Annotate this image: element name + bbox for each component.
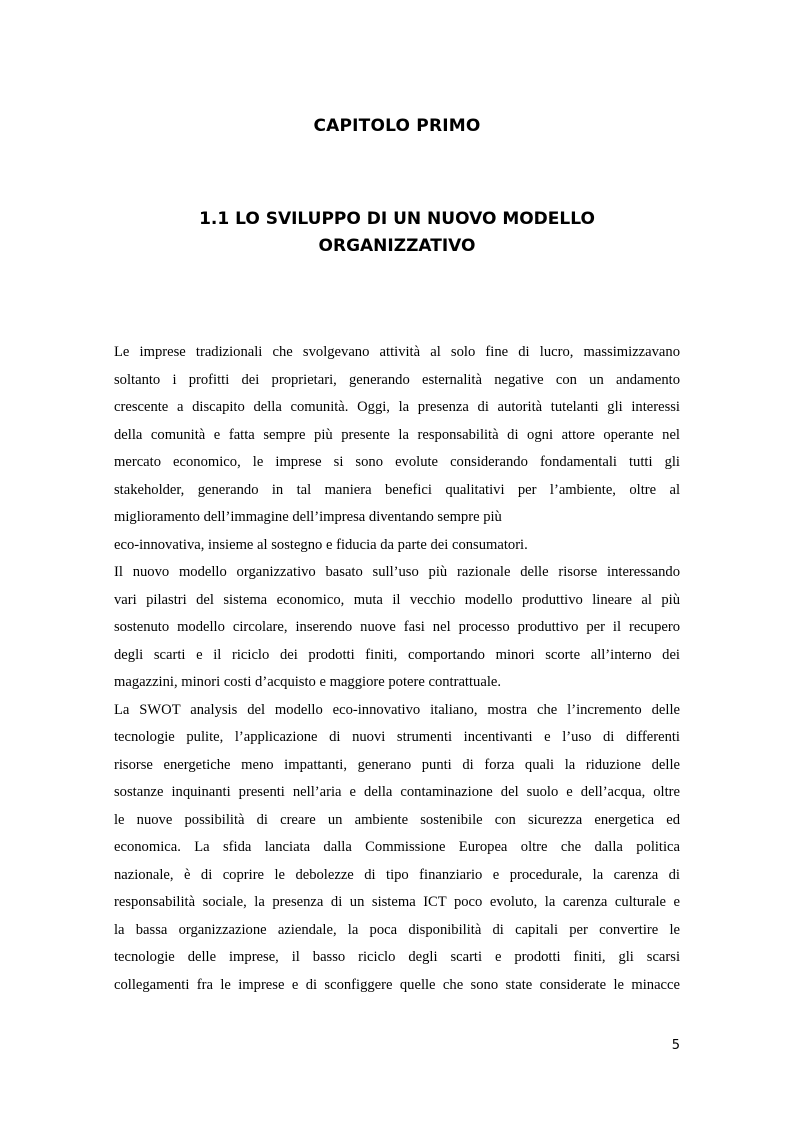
section-title-line: 1.1 LO SVILUPPO DI UN NUOVO MODELLO — [199, 209, 595, 229]
text-line: responsabilità sociale, la presenza di un sistema ICT poco evoluto, la carenza culturale e — [114, 894, 680, 910]
text-line: degli scarti e il riciclo dei prodotti finiti, comportando minori scorte all’interno dei — [114, 646, 680, 663]
text-line: tecnologie delle imprese, il basso riciclo degli scarti e prodotti finiti, gli scarsi — [114, 949, 680, 965]
text-line: tecnologie pulite, l’applicazione di nuovi strumenti incentivanti e l’uso di differenti — [114, 729, 680, 745]
text-line: sostenuto modello circolare, inserendo nuove fasi nel processo produttivo per il recupero — [114, 619, 680, 635]
text-line: economica. La sfida lanciata dalla Commissione Europea oltre che dalla politica — [114, 839, 680, 855]
text-line: la bassa organizzazione aziendale, la poca disponibilità di capitali per convertire le — [114, 921, 680, 938]
text-line: nazionale, è di coprire le debolezze di tipo finanziario e procedurale, la carenza di — [114, 866, 680, 883]
section-title — [140, 206, 654, 260]
text-line: magazzini, minori costi d’acquisto e maggiore potere contrattuale. — [114, 674, 501, 690]
text-line: mercato economico, le imprese si sono evolute considerando fondamentali tutti gli — [114, 454, 680, 470]
text-line: miglioramento dell’immagine dell’impresa diventando sempre più — [114, 509, 502, 525]
chapter-title: CAPITOLO PRIMO — [313, 116, 481, 136]
text-line: sostanze inquinanti presenti nell’aria e della contaminazione del suolo e dell’acqua, oltre — [114, 784, 680, 800]
text-line: crescente a discapito della comunità. Oggi, la presenza di autorità tutelanti gli interessi — [114, 399, 680, 415]
text-line: risorse energetiche meno impattanti, generano punti di forza quali la riduzione delle — [114, 756, 680, 773]
text-line: stakeholder, generando in tal maniera benefici qualitativi per l’ambiente, oltre al — [114, 481, 680, 498]
section-title-line: ORGANIZZATIVO — [318, 236, 476, 256]
text-line: Il nuovo modello organizzativo basato sull’uso più razionale delle risorse interessando — [114, 564, 680, 580]
text-line: Le imprese tradizionali che svolgevano attività al solo fine di lucro, massimizzavano — [114, 344, 680, 360]
text-line: soltanto i profitti dei proprietari, generando esternalità negative con un andamento — [114, 371, 680, 388]
text-line: collegamenti fra le imprese e di sconfiggere quelle che sono state considerate le minacce — [114, 976, 680, 993]
text-line: eco-innovativa, insieme al sostegno e fiducia da parte dei consumatori. — [114, 536, 528, 553]
text-line: le nuove possibilità di creare un ambiente sostenibile con sicurezza energetica ed — [114, 811, 680, 828]
text-line: della comunità e fatta sempre più presente la responsabilità di ogni attore operante nel — [114, 426, 680, 443]
text-line: vari pilastri del sistema economico, muta il vecchio modello produttivo lineare al più — [114, 591, 680, 608]
text-line: La SWOT analysis del modello eco-innovativo italiano, mostra che l’incremento delle — [114, 701, 680, 718]
page-number: 5 — [671, 1038, 680, 1053]
body-text — [114, 339, 680, 999]
